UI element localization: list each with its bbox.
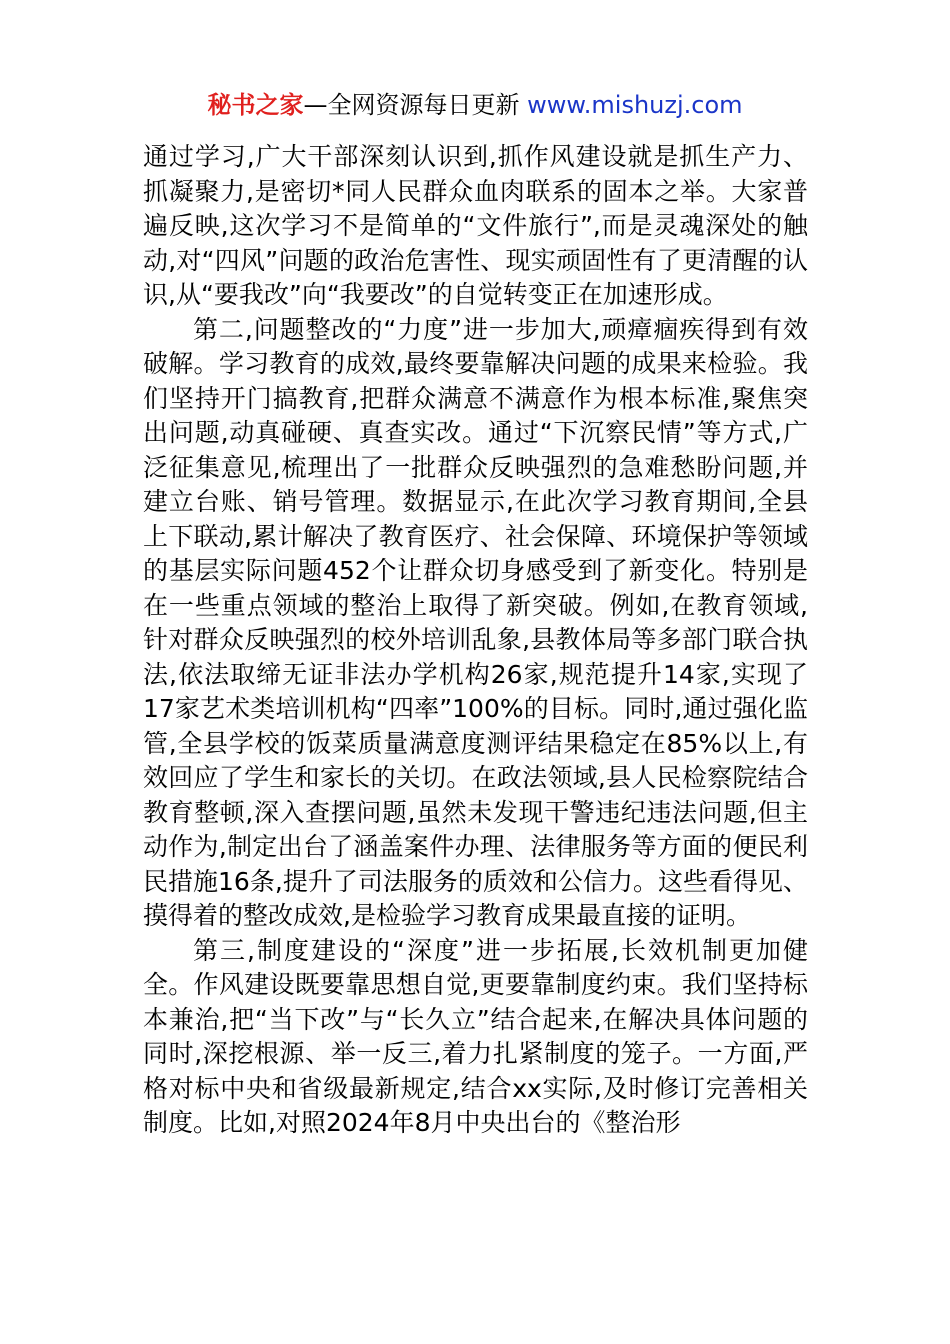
paragraph-continuation: 通过学习,广大干部深刻认识到,抓作风建设就是抓生产力、抓凝聚力,是密切*同人民群众血肉联系的固本之举。大家普遍反映,这次学习不是简单的“文件旅行”,而是灵魂深处的触动,对“四风”问题的政治危害性、现实顽固性有了更清醒的认识,从“要我改”向“我要改”的自觉转变正在加速形成。 [143,142,808,309]
document-body [143,140,808,1141]
site-header [0,88,950,122]
brand-name: 秘书之家 [207,91,304,119]
header-slogan: —全网资源每日更新 [303,91,528,119]
site-url-link[interactable]: www.mishuzj.com [527,91,743,119]
paragraph-third-point: 第三,制度建设的“深度”进一步拓展,长效机制更加健全。作风建设既要靠思想自觉,更要靠制度约束。我们坚持标本兼治,把“当下改”与“长久立”结合起来,在解决具体问题的同时,深挖根源、举一反三,着力扎紧制度的笼子。一方面,严格对标中央和省级最新规定,结合xx实际,及时修订完善相关制度。比如,对照2024年8月中央出台的《整治形 [143,935,808,1137]
paragraph-second-point: 第二,问题整改的“力度”进一步加大,顽瘴痼疾得到有效破解。学习教育的成效,最终要靠解决问题的成果来检验。我们坚持开门搞教育,把群众满意不满意作为根本标准,聚焦突出问题,动真碰硬、真查实改。通过“下沉察民情”等方式,广泛征集意见,梳理出了一批群众反映强烈的急难愁盼问题,并建立台账、销号管理。数据显示,在此次学习教育期间,全县上下联动,累计解决了教育医疗、社会保障、环境保护等领域的基层实际问题452个让群众切身感受到了新变化。特别是在一些重点领域的整治上取得了新突破。例如,在教育领域,针对群众反映强烈的校外培训乱象,县教体局等多部门联合执法,依法取缔无证非法办学机构26家,规范提升14家,实现了17家艺术类培训机构“四率”100%的目标。同时,通过强化监管,全县学校的饭菜质量满意度测评结果稳定在85%以上,有效回应了学生和家长的关切。在政法领域,县人民检察院结合教育整顿,深入查摆问题,虽然未发现干警违纪违法问题,但主动作为,制定出台了涵盖案件办理、法律服务等方面的便民利民措施16条,提升了司法服务的质效和公信力。这些看得见、摸得着的整改成效,是检验学习教育成果最直接的证明。 [143,314,808,930]
